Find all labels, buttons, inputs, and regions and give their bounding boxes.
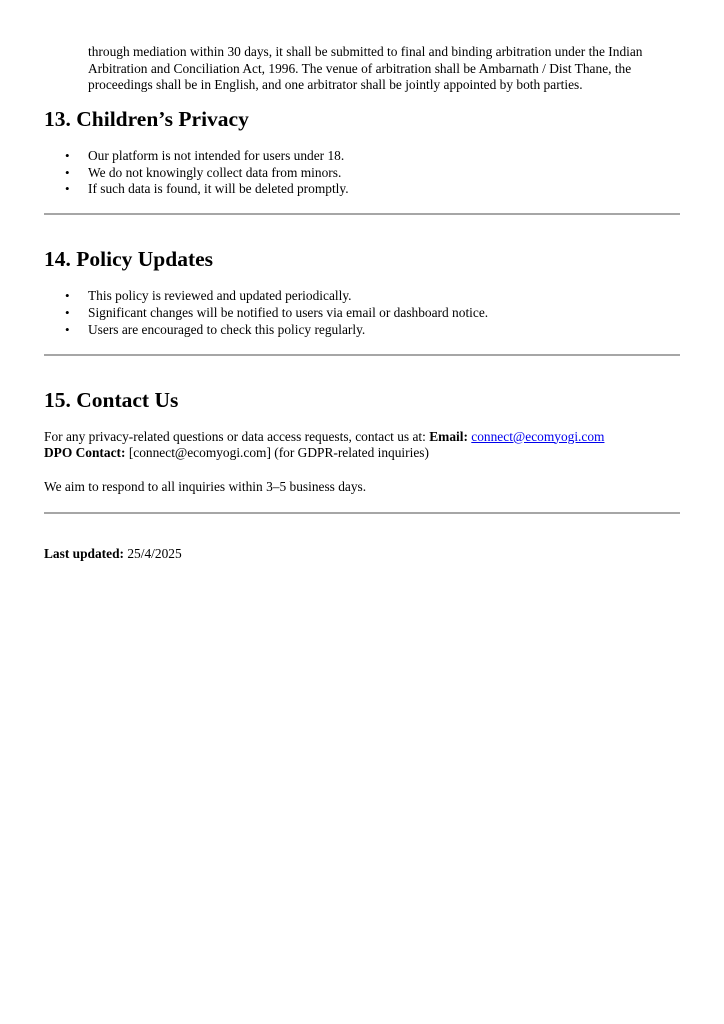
list-item	[44, 181, 680, 198]
arbitration-continuation: through mediation within 30 days, it shall be submitted to final and binding arbitration under the Indian Arbitration and Conciliation Act, 1996. The venue of arbitration shall be Ambarnath / Dist Thane, the proceedings shall be in English, and one arbitrator shall be jointly appointed by both parties.	[88, 44, 643, 93]
policy-page	[44, 44, 680, 563]
last-updated-value: 25/4/2025	[127, 545, 182, 561]
section-heading-contact-us: 15. Contact Us	[44, 387, 179, 412]
last-updated-label: Last updated:	[44, 545, 124, 561]
list-item	[44, 288, 680, 305]
bullet-icon: •	[65, 147, 70, 163]
response-note: We aim to respond to all inquiries within 3–5 business days.	[44, 479, 367, 495]
list-item-text: Significant changes will be notified to users via email or dashboard notice.	[88, 304, 489, 320]
policy-updates-list	[44, 288, 680, 338]
bullet-icon: •	[65, 164, 70, 180]
childrens-privacy-list	[44, 148, 680, 198]
dpo-value: [connect@ecomyogi.com] (for GDPR-related inquiries)	[128, 445, 429, 461]
section-heading-childrens-privacy: 13. Children’s Privacy	[44, 106, 249, 131]
dpo-label: DPO Contact:	[44, 445, 126, 461]
list-item-text: Users are encouraged to check this policy regularly.	[88, 321, 366, 337]
bullet-icon: •	[65, 288, 70, 304]
list-item	[44, 322, 680, 339]
list-item	[44, 148, 680, 165]
email-link[interactable]: connect@ecomyogi.com	[471, 428, 605, 444]
section-divider	[44, 354, 680, 356]
email-label: Email:	[429, 428, 468, 444]
contact-intro-paragraph	[44, 429, 680, 463]
list-item-text: We do not knowingly collect data from minors.	[88, 164, 342, 180]
list-item-text: This policy is reviewed and updated periodically.	[88, 288, 352, 304]
bullet-icon: •	[65, 321, 70, 337]
list-item	[44, 165, 680, 182]
section-heading-policy-updates: 14. Policy Updates	[44, 247, 214, 272]
list-item-text: If such data is found, it will be deleted promptly.	[88, 181, 349, 197]
section-divider	[44, 512, 680, 514]
last-updated	[44, 546, 680, 563]
list-item-text: Our platform is not intended for users under 18.	[88, 147, 345, 163]
contact-intro-text: For any privacy-related questions or data access requests, contact us at:	[44, 428, 426, 444]
section-divider	[44, 213, 680, 215]
list-item	[44, 305, 680, 322]
bullet-icon: •	[65, 304, 70, 320]
bullet-icon: •	[65, 181, 70, 197]
